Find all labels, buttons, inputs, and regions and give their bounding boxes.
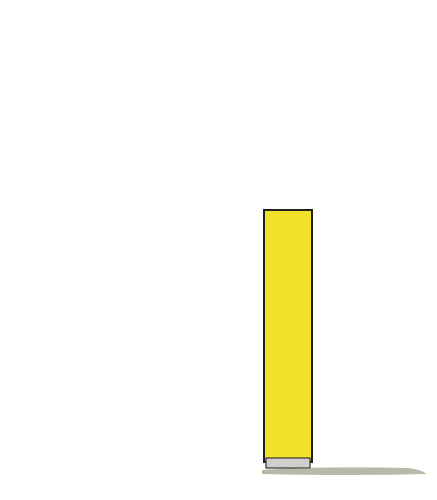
ruler-base [266, 458, 310, 468]
poem-right-column [204, 45, 419, 49]
measuring-ruler [264, 210, 312, 468]
illustration-svg [258, 208, 430, 500]
ruler-and-grass-illustration [258, 208, 430, 500]
